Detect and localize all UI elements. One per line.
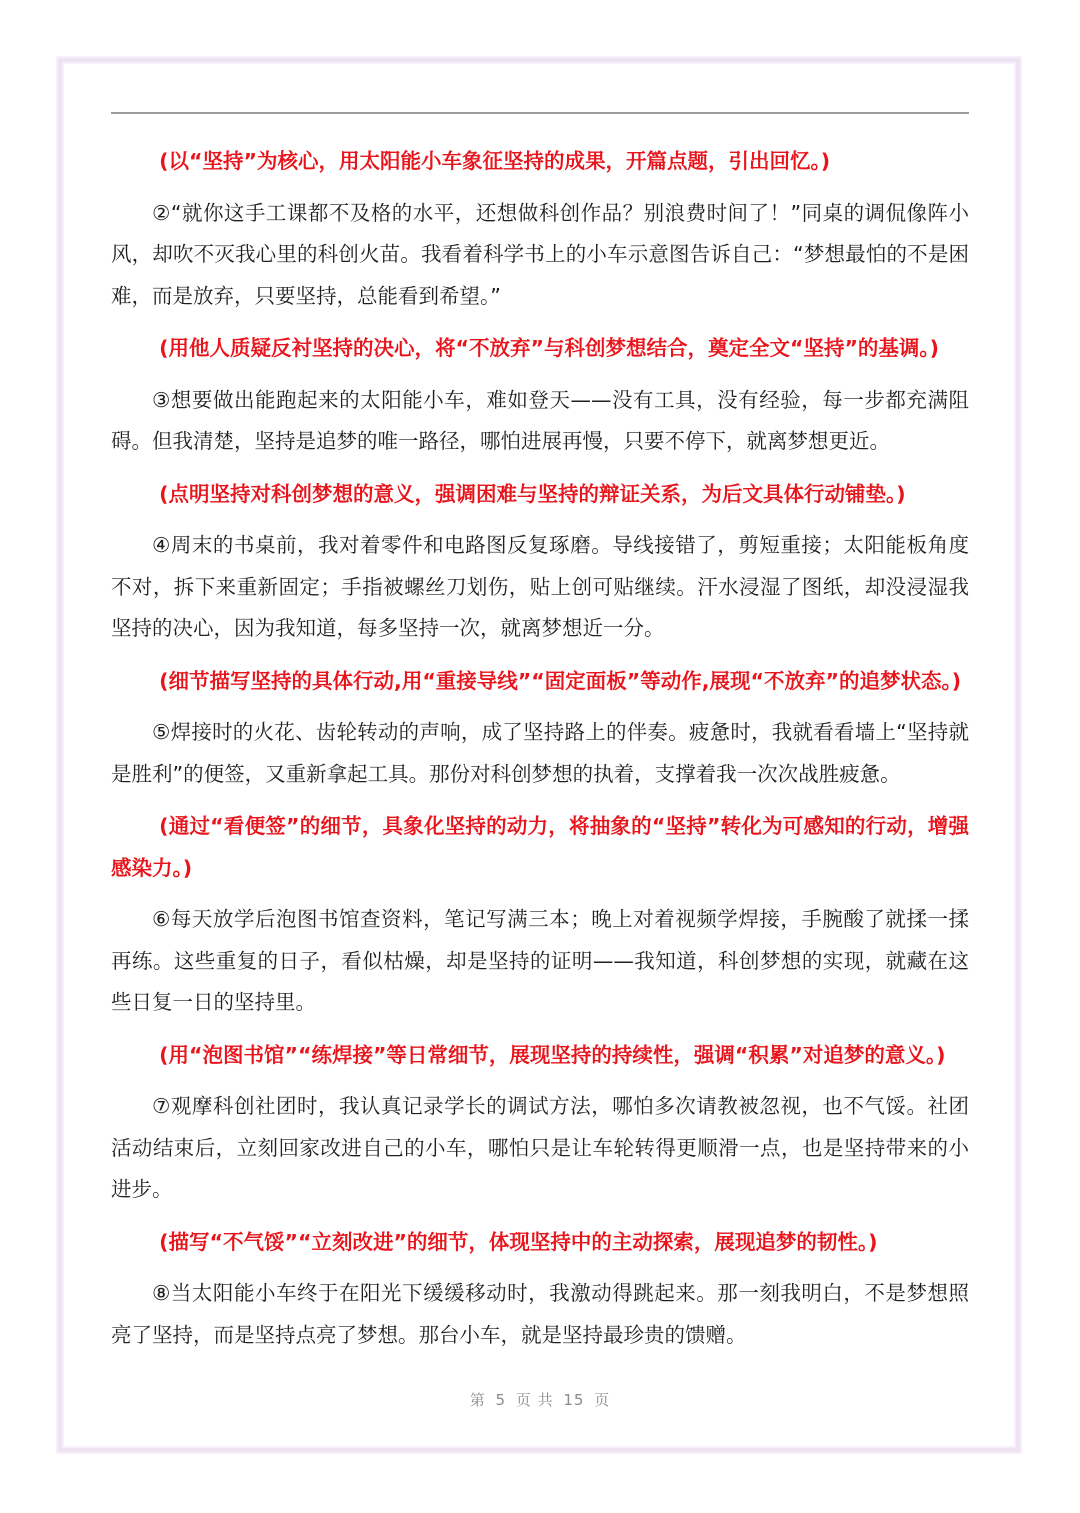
annotation-6: (用“泡图书馆”“练焊接”等日常细节，展现坚持的持续性，强调“积累”对追梦的意义。) [159,1042,946,1067]
page-number-footer [0,1389,1080,1410]
header-divider [111,112,969,114]
annotation-1: (以“坚持”为核心，用太阳能小车象征坚持的成果，开篇点题，引出回忆。) [159,149,831,173]
total-page-count: 15 [563,1391,585,1409]
annotation-3: (点明坚持对科创梦想的意义，强调困难与坚持的辩证关系，为后文具体行动铺垫。) [159,481,906,506]
annotation-4: (细节描写坚持的具体行动,用“重接导线”“固定面板”等动作,展现“不放弃”的追梦状态。) [159,668,962,693]
document-body [111,141,969,1356]
annotation-5: (通过“看便签”的细节，具象化坚持的动力，将抽象的“坚持”转化为可感知的行动，增强感染力。) [111,814,969,880]
paragraph-6: ⑥每天放学后泡图书馆查资料，笔记写满三本；晚上对着视频学焊接，手腕酸了就揉一揉再练。这些重复的日子，看似枯燥，却是坚持的证明——我知道，科创梦想的实现，就藏在这些日复一日的坚持里。 [111,907,969,1014]
current-page-number: 5 [495,1391,507,1409]
paragraph-8: ⑧当太阳能小车终于在阳光下缓缓移动时，我激动得跳起来。那一刻我明白，不是梦想照亮了坚持，而是坚持点亮了梦想。那台小车，就是坚持最珍贵的馈赠。 [111,1281,969,1347]
paragraph-2: ②“就你这手工课都不及格的水平，还想做科创作品？别浪费时间了！”同桌的调侃像阵小风，却吹不灭我心里的科创火苗。我看着科学书上的小车示意图告诉自己：“梦想最怕的不是困难，而是放弃，只要坚持，总能看到希望。” [111,200,969,308]
footer-prefix: 第 [469,1391,486,1409]
footer-suffix: 页 [594,1391,611,1409]
annotation-7: (描写“不气馁”“立刻改进”的细节，体现坚持中的主动探索，展现追梦的韧性。) [159,1229,878,1254]
paragraph-5: ⑤焊接时的火花、齿轮转动的声响，成了坚持路上的伴奏。疲惫时，我就看看墙上“坚持就是胜利”的便签，又重新拿起工具。那份对科创梦想的执着，支撑着我一次次战胜疲惫。 [111,720,969,786]
paragraph-7: ⑦观摩科创社团时，我认真记录学长的调试方法，哪怕多次请教被忽视，也不气馁。社团活动结束后，立刻回家改进自己的小车，哪怕只是让车轮转得更顺滑一点，也是坚持带来的小进步。 [111,1094,969,1201]
annotation-2: (用他人质疑反衬坚持的决心，将“不放弃”与科创梦想结合，奠定全文“坚持”的基调。) [159,336,940,360]
footer-middle: 页 共 [515,1391,554,1409]
paragraph-3: ③想要做出能跑起来的太阳能小车，难如登天——没有工具，没有经验，每一步都充满阻碍。但我清楚，坚持是追梦的唯一路径，哪怕进展再慢，只要不停下，就离梦想更近。 [111,387,969,453]
paragraph-4: ④周末的书桌前，我对着零件和电路图反复琢磨。导线接错了，剪短重接；太阳能板角度不对，拆下来重新固定；手指被螺丝刀划伤，贴上创可贴继续。汗水浸湿了图纸，却没浸湿我坚持的决心，因为我知道，每多坚持一次，就离梦想近一分。 [111,533,969,640]
